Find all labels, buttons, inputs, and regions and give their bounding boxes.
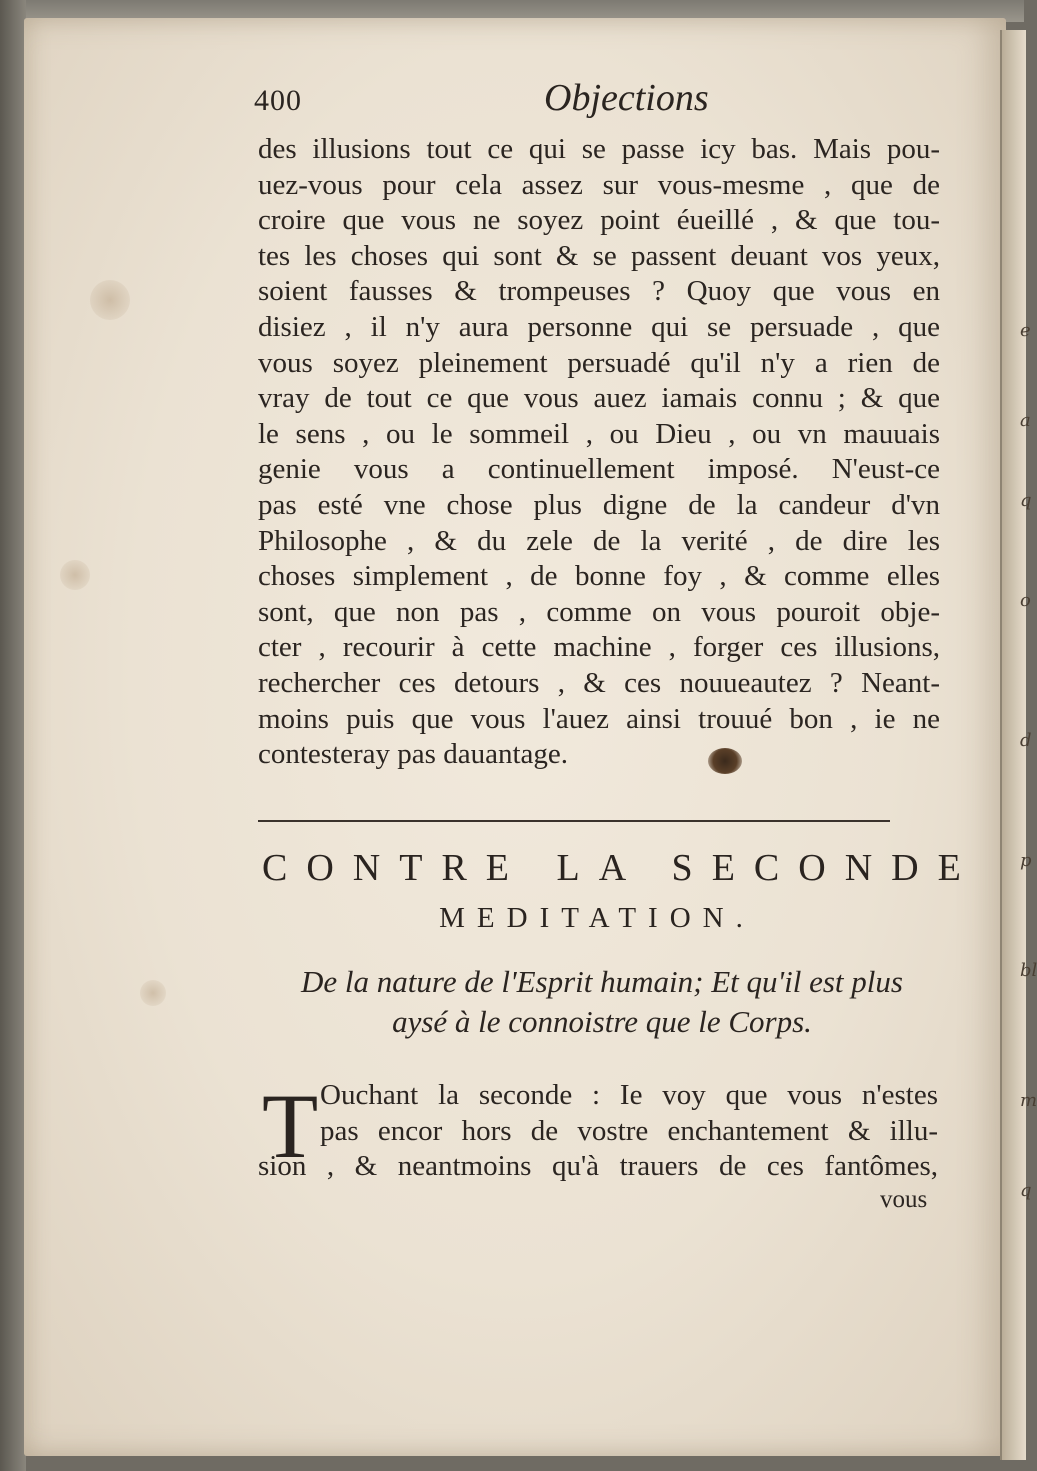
paper-stain bbox=[60, 560, 90, 590]
paper-stain bbox=[90, 280, 130, 320]
section-subtitle: MEDITATION. bbox=[439, 902, 755, 934]
text-line: tes les choses qui sont & se passent deuant vos yeux, bbox=[258, 239, 940, 272]
drop-cap: T bbox=[262, 1075, 319, 1177]
text-line: le sens , ou le sommeil , ou Dieu , ou vn mauuais bbox=[258, 417, 940, 450]
section-title: CONTRE LA SECONDE bbox=[262, 847, 980, 889]
body-paragraph bbox=[258, 132, 940, 773]
text-line: choses simplement , de bonne foy , & comme elles bbox=[258, 560, 940, 593]
second-paragraph bbox=[258, 1075, 938, 1185]
text-line: croire que vous ne soyez point éueillé , & que tou- bbox=[258, 204, 940, 237]
subheading-line: aysé à le connoistre que le Corps. bbox=[392, 1004, 812, 1039]
facing-page-edge: e a q o d p bl m q bbox=[1000, 30, 1026, 1460]
text-line: pas encor hors de vostre enchantement & illu- bbox=[320, 1114, 938, 1147]
text-line: cter , recourir à cette machine , forger ces illusions, bbox=[258, 631, 940, 664]
text-line: sion , & neantmoins qu'à trauers de ces fantômes, bbox=[258, 1150, 938, 1183]
text-line: contesteray pas dauantage. bbox=[258, 738, 568, 771]
text-line: sont, que non pas , comme on vous pouroit obje- bbox=[258, 595, 940, 628]
page-number: 400 bbox=[254, 84, 302, 117]
running-head: Objections bbox=[544, 77, 709, 119]
text-line: Ouchant la seconde : Ie voy que vous n'estes bbox=[320, 1079, 938, 1111]
text-line: pas esté vne chose plus digne de la candeur d'vn bbox=[258, 488, 940, 521]
text-line: rechercher ces detours , & ces nouueautez ? Neant- bbox=[258, 666, 940, 699]
ink-blot bbox=[708, 748, 742, 774]
text-line: moins puis que vous l'auez ainsi trouué bon , ie ne bbox=[258, 702, 940, 735]
text-line: des illusions tout ce qui se passe icy bas. Mais pou- bbox=[258, 133, 940, 165]
section-rule bbox=[258, 820, 890, 822]
text-line: vous soyez pleinement persuadé qu'il n'y a rien de bbox=[258, 346, 940, 379]
text-line: vray de tout ce que vous auez iamais connu ; & que bbox=[258, 382, 940, 415]
paper-stain bbox=[140, 980, 166, 1006]
catchword: vous bbox=[880, 1186, 928, 1213]
text-line: disiez , il n'y aura personne qui se persuade , que bbox=[258, 310, 940, 343]
subheading-line: De la nature de l'Esprit humain; Et qu'il est plus bbox=[301, 964, 903, 999]
page-header bbox=[254, 76, 954, 126]
text-line: uez-vous pour cela assez sur vous-mesme , que de bbox=[258, 168, 940, 201]
text-line: soient fausses & trompeuses ? Quoy que vous en bbox=[258, 275, 940, 308]
text-line: Philosophe , & du zele de la verité , de dire les bbox=[258, 524, 940, 557]
text-line: genie vous a continuellement imposé. N'eust-ce bbox=[258, 453, 940, 486]
scan-backdrop-left bbox=[0, 0, 26, 1471]
section-subheading bbox=[262, 962, 942, 1042]
